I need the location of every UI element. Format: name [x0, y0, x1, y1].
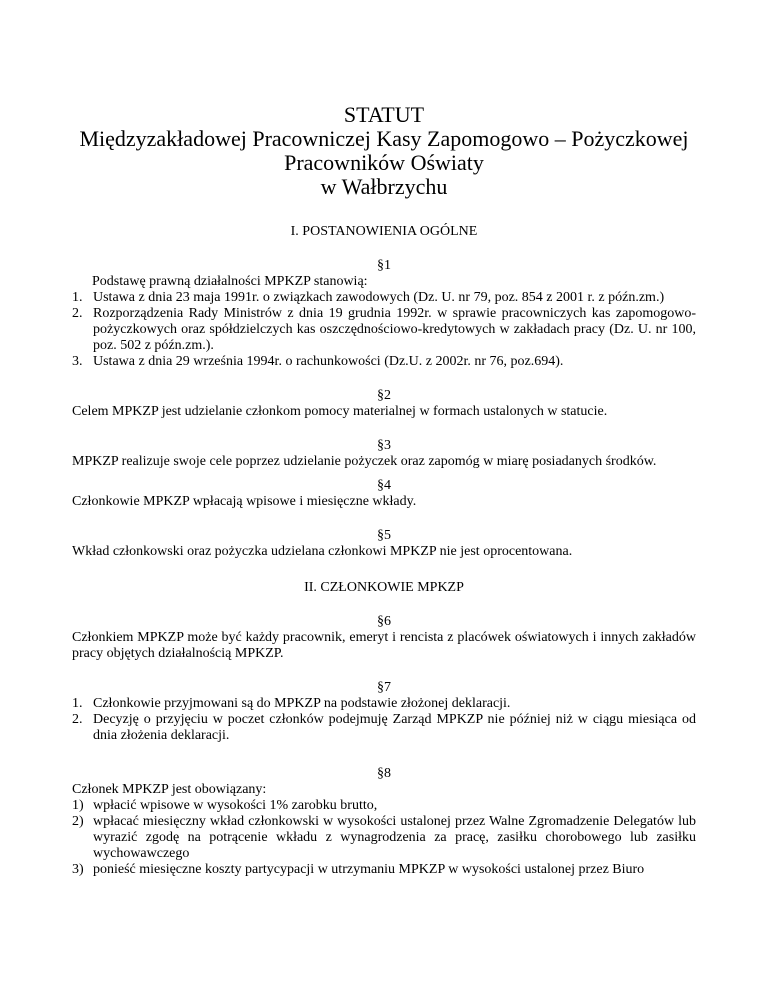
list-marker: 3.	[72, 354, 83, 369]
list-marker: 3)	[72, 862, 84, 877]
list-marker: 1.	[72, 290, 83, 305]
section-heading: §2	[377, 388, 391, 403]
title-line: Międzyzakładowej Pracowniczej Kasy Zapomogowo – Pożyczkowej	[79, 126, 689, 151]
section-heading: §5	[377, 528, 391, 543]
list-item	[72, 798, 696, 814]
numbered-list	[72, 696, 696, 744]
section-intro: Członek MPKZP jest obowiązany:	[72, 782, 267, 797]
list-item-text: wpłacać miesięczny wkład członkowski w wysokości ustalonej przez Walne Zgromadzenie Delegatów lub wyrazić zgodę na potrącenie wkładu z wynagrodzenia za pracę, zasiłku chorobowego lub zasiłku wychowawczego	[93, 814, 696, 861]
numbered-list	[72, 290, 696, 370]
section-text: Członkiem MPKZP może być każdy pracownik, emeryt i rencista z placówek oświatowych i innych zakładów pracy objętych działalnością MPKZP.	[72, 630, 696, 661]
list-item-text: Ustawa z dnia 29 września 1994r. o rachunkowości (Dz.U. z 2002r. nr 76, poz.694).	[93, 354, 564, 369]
list-marker: 1)	[72, 798, 84, 813]
list-item	[72, 290, 696, 306]
list-item-text: Ustawa z dnia 23 maja 1991r. o związkach zawodowych (Dz. U. nr 79, poz. 854 z 2001 r. z późn.zm.)	[93, 290, 665, 305]
document-content	[72, 103, 696, 878]
list-item-text: Decyzję o przyjęciu w poczet członków podejmuję Zarząd MPKZP nie później niż w ciągu miesiąca od dnia złożenia deklaracji.	[93, 712, 696, 743]
title-line: w Wałbrzychu	[320, 174, 448, 199]
list-item	[72, 354, 696, 370]
chapter-heading: II. CZŁONKOWIE MPKZP	[304, 580, 464, 595]
title-line: STATUT	[343, 102, 425, 127]
list-item-text: wpłacić wpisowe w wysokości 1% zarobku brutto,	[93, 798, 378, 813]
list-item	[72, 306, 696, 354]
list-item	[72, 712, 696, 744]
section-heading: §7	[377, 680, 391, 695]
section-text: Członkowie MPKZP wpłacają wpisowe i miesięczne wkłady.	[72, 494, 417, 509]
section-text: Celem MPKZP jest udzielanie członkom pomocy materialnej w formach ustalonych w statucie.	[72, 404, 608, 419]
section-heading: §8	[377, 766, 391, 781]
list-item	[72, 862, 696, 878]
list-marker: 1.	[72, 696, 83, 711]
section-heading: §6	[377, 614, 391, 629]
section-intro: Podstawę prawną działalności MPKZP stanowią:	[92, 274, 368, 289]
numbered-list	[72, 798, 696, 878]
title-line: Pracowników Oświaty	[284, 150, 484, 175]
chapter-heading: I. POSTANOWIENIA OGÓLNE	[290, 224, 478, 239]
section-text: Wkład członkowski oraz pożyczka udzielana członkowi MPKZP nie jest oprocentowana.	[72, 544, 573, 559]
list-marker: 2.	[72, 712, 83, 727]
section-heading: §1	[377, 258, 391, 273]
list-marker: 2)	[72, 814, 84, 829]
document-title	[72, 103, 696, 199]
section-text: MPKZP realizuje swoje cele poprzez udzielanie pożyczek oraz zapomóg w miarę posiadanych środków.	[72, 454, 657, 469]
list-item-text: ponieść miesięczne koszty partycypacji w utrzymaniu MPKZP w wysokości ustalonej przez Biuro	[93, 862, 645, 877]
section-heading: §4	[377, 478, 391, 493]
list-item	[72, 814, 696, 862]
list-item-text: Rozporządzenia Rady Ministrów z dnia 19 grudnia 1992r. w sprawie pracowniczych kas zapomogowo-pożyczkowych oraz spółdzielczych kas oszczędnościowo-kredytowych w zakładach pracy (Dz. U. nr 100, poz. 502 z późn.zm.).	[93, 306, 696, 353]
list-item-text: Członkowie przyjmowani są do MPKZP na podstawie złożonej deklaracji.	[93, 696, 511, 711]
section-heading: §3	[377, 438, 391, 453]
list-marker: 2.	[72, 306, 83, 321]
list-item	[72, 696, 696, 712]
